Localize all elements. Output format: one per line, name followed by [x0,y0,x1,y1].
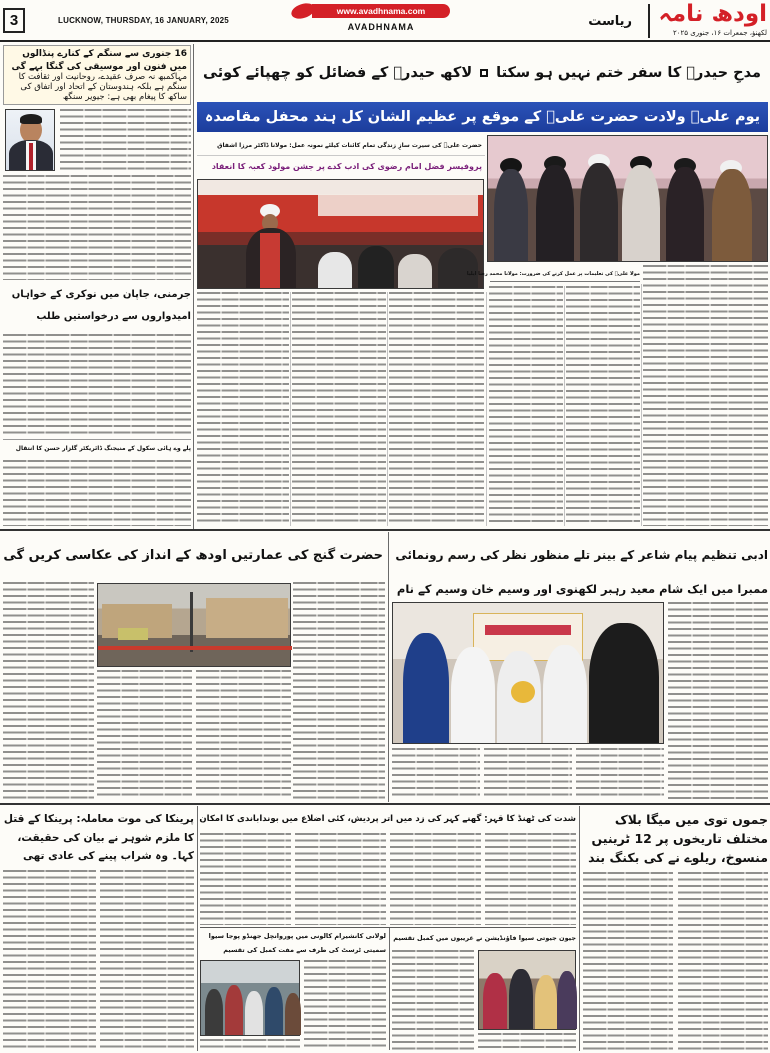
body-text-column [678,872,768,1050]
obituary-headline: پلے وے ہائی سکول کے منیجنگ ڈائریکٹر گلزار حسن کا انتقال [3,439,191,457]
photo-figure [485,625,571,635]
square-separator-icon [480,69,488,77]
body-text-column [3,460,191,526]
photo-figure [403,633,449,743]
body-text-column [576,748,664,800]
body-text-column [200,833,291,925]
dateline: LUCKNOW, THURSDAY, 16 JANUARY, 2025 [58,16,229,25]
photo-portrait [5,109,55,171]
body-text-column [566,286,640,526]
top-story-headline [197,47,767,99]
section-rule [200,927,576,928]
website-link[interactable]: www.avadhnama.com [312,4,450,18]
brand-name-latin: AVADHNAMA [347,22,415,32]
photo-figure [483,973,507,1029]
photo-figure [98,646,292,650]
column-rule [388,532,389,802]
body-text-column [3,175,191,280]
column-rule [389,928,390,1050]
body-text-column [200,1039,300,1050]
photo-figure [318,194,478,216]
hazratganj-headline: حضرت گنج کی عمارتیں اودھ کے انداز کی عکاسی کریں گی [3,548,383,563]
cold-wave-headline: شدت کی ٹھنڈ کا قہر: گھنے کہر کی زد میں اتر پردیش، کئی اضلاع میں بونداباندی کا امکان [199,814,576,824]
body-text-column [292,292,386,526]
payam-shair-headline: ادبی تنظیم پیام شاعر کے بینر تلے منظور نظر کی رسم رونمائی [395,548,768,562]
body-text-column [304,960,386,1050]
photo-figure [118,628,148,640]
photo-figure [536,165,574,261]
photo-figure [20,114,42,124]
lead-story-box [3,45,191,105]
body-text-column [60,109,191,171]
page-number: 3 [3,8,25,33]
body-text-column [484,748,572,800]
logo-dateline: لکھنؤ، جمعرات ۱۶، جنوری ۲۰۲۵ [672,29,767,37]
body-text-column [489,286,563,526]
photo-figure [225,985,243,1035]
photo-figure [398,254,432,288]
body-text-column [390,833,481,925]
photo-figure [543,645,587,743]
body-text-column [100,870,194,1050]
lead-headline: 16 جنوری سے سنگم کے کنارے پنڈالوں میں فنون اور موسیقی کی گنگا بہے گی [11,49,187,72]
blanket-item-1-headline: جیون جیوتی سیوا فاؤنڈیشن نے غریبوں میں کمبل تقسیم [393,934,576,942]
photo-figure [260,233,280,288]
body-text-column [295,833,386,925]
photo-figure [29,143,33,170]
column-rule [579,806,580,1051]
photo-hazratganj-street [97,583,291,667]
body-text-column [389,292,484,526]
priyanka-headline: پرینکا کی موت معاملہ: پرینکا کے قتل کا ملزم شوہر نے بیان کی حقیقت، کہا۔ وہ شراب پینے کی عادی تھی [3,813,194,862]
body-text-column [668,602,768,800]
body-text-column [485,833,576,925]
photo-blanket-distribution-1 [478,950,576,1030]
top-story-subhead-1: حضرت علیؑ کی سیرت سازِ زندگی تمام کائنات کیلئے نمونہ عمل: مولانا ڈاکٹر مرزا اشفاق [197,135,485,156]
jobs-headline: جرمنی، جاپان میں نوکری کے خواہاں امیدواروں سے درخواستیں طلب [11,289,191,322]
top-story-subhead-2: پروفیسر فضل امام رضوی کی ادب کدے پر جشن مولود کعبہ کا انعقاد [211,162,482,171]
header-separator [648,4,650,38]
body-text-column [196,670,291,800]
body-text-column [392,950,474,1050]
header-rule [0,40,770,42]
body-text-column [392,748,480,800]
top-story-banner: یوم علیؑ ولادت حضرت علیؑ کے موقع پر عظیم الشان کل ہند محفل مقاصدہ [197,102,768,132]
photo-blanket-distribution-2 [200,960,300,1036]
photo-figure [511,681,535,703]
photo-figure [494,169,528,261]
photo-group-clerics [487,135,768,262]
column-rule [290,292,291,526]
photo-figure [265,987,283,1035]
photo-figure [535,975,557,1029]
photo-figure [245,991,263,1035]
masthead-logo: اودھ نامہ [658,1,767,27]
photo-figure [358,246,394,288]
body-text-column [3,334,191,436]
section-rule [0,803,770,805]
blanket-item-2-headline: لولانی کانشیرام کالونی میں پوروانچل جھنڈو پوجا سیوا سمیتی ٹرسٹ کی طرف سے مفت کمبل کی تقسیم [208,932,386,954]
photo-figure [206,598,288,638]
lead-subhead: مہاکمبھ نہ صرف عقیدے، روحانیت اور ثقافت کا سنگم ہے بلکہ ہندوستان کے اتحاد اور اتفاق کی ساکھ کا پیغام بھی ہے: جیویر سنگھ [18,72,187,102]
trains-headline: جموں توی میں میگا بلاک مختلف تاریخوں پر 12 ٹرینیں منسوخ، ریلوے نے کی بکنگ بند [588,812,768,865]
photo-figure [205,989,223,1035]
section-label: ریاست [588,14,632,29]
column-rule [486,292,487,526]
inner-heading: مولا علیؑ کی تعلیمات پر عمل کرنے کی ضرورت: مولانا محمد رضا ایلیا [490,266,640,282]
top-headline-right: مدحِ حیدرؑ کا سفر ختم نہیں ہو سکتا [496,65,761,81]
body-text-column [643,265,768,526]
photo-book-launch [392,602,664,744]
section-rule [0,529,770,531]
payam-shair-subhead: ممبرا میں ایک شام معید رہبر لکھنوی اور وسیم خان وسیم کے نام [396,582,768,596]
photo-figure [580,163,618,261]
body-text-column [197,292,289,526]
photo-figure [712,169,752,261]
column-rule [641,284,642,526]
photo-figure [622,165,660,261]
photo-figure [666,167,704,261]
column-rule [193,44,194,530]
body-text-column [583,872,673,1050]
column-rule [387,292,388,526]
photo-figure [589,623,659,743]
column-rule [564,286,565,526]
photo-figure [451,647,495,743]
photo-figure [509,969,533,1029]
body-text-column [97,670,192,800]
body-text-column [293,582,385,800]
photo-mahfil-stage [197,179,484,289]
photo-figure [285,993,301,1035]
column-rule [197,806,198,1051]
body-text-column [478,1033,576,1050]
top-headline-left: لاکھ حیدرؑ کے فضائل کو چھپائے کوئی [203,65,473,81]
photo-figure [190,592,193,652]
body-text-column [3,582,94,800]
photo-figure [318,252,352,288]
photo-figure [557,971,577,1029]
body-text-column [3,870,96,1050]
